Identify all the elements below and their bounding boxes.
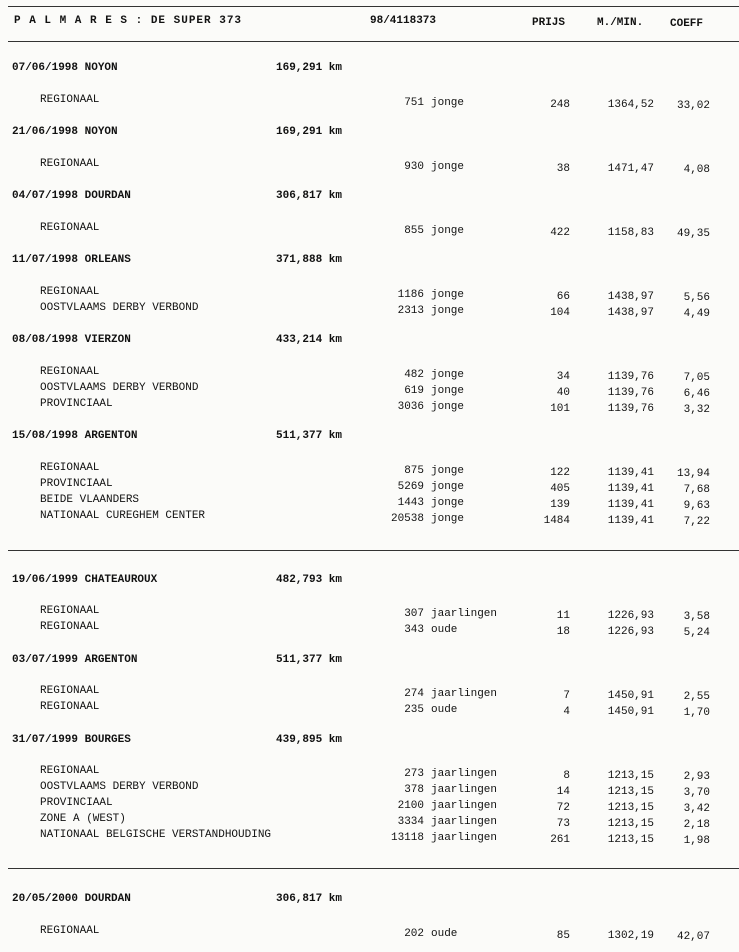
result-speed: 1213,15 xyxy=(607,834,654,846)
result-prize: 38 xyxy=(556,163,570,175)
result-coeff: 7,22 xyxy=(683,516,710,528)
result-category: jonge xyxy=(431,225,465,237)
column-header-coeff: COEFF xyxy=(670,18,704,30)
race-distance: 482,793 km xyxy=(276,574,343,586)
result-organisation: OOSTVLAAMS DERBY VERBOND xyxy=(40,302,199,314)
result-entries: 619 xyxy=(404,385,424,397)
result-entries: 3036 xyxy=(397,401,424,413)
result-prize: 11 xyxy=(556,610,570,622)
result-prize: 101 xyxy=(550,403,570,415)
column-header-speed: M./MIN. xyxy=(597,17,644,29)
result-speed: 1139,41 xyxy=(607,467,654,479)
result-prize: 14 xyxy=(556,786,570,798)
result-category: jonge xyxy=(431,385,465,397)
race-distance: 511,377 km xyxy=(276,430,343,442)
result-speed: 1158,83 xyxy=(607,227,654,239)
result-entries: 5269 xyxy=(397,481,424,493)
race-date-location: 07/06/1998 NOYON xyxy=(12,62,118,74)
result-entries: 20538 xyxy=(390,513,424,525)
result-category: jaarlingen xyxy=(431,800,498,812)
result-speed: 1471,47 xyxy=(607,163,654,175)
race-date-location: 11/07/1998 ORLEANS xyxy=(12,254,131,266)
result-speed: 1139,76 xyxy=(607,403,654,415)
result-speed: 1213,15 xyxy=(607,818,654,830)
result-organisation: REGIONAAL xyxy=(40,621,100,633)
result-speed: 1226,93 xyxy=(607,610,654,622)
race-distance: 306,817 km xyxy=(276,893,343,905)
result-category: jaarlingen xyxy=(431,608,498,620)
result-organisation: OOSTVLAAMS DERBY VERBOND xyxy=(40,382,199,394)
result-coeff: 1,98 xyxy=(683,835,710,847)
result-speed: 1450,91 xyxy=(607,690,654,702)
result-coeff: 6,46 xyxy=(683,388,710,400)
result-prize: 104 xyxy=(550,307,570,319)
result-speed: 1302,19 xyxy=(607,930,654,942)
result-coeff: 2,18 xyxy=(683,819,710,831)
result-entries: 3334 xyxy=(397,816,424,828)
result-entries: 343 xyxy=(404,624,424,636)
result-entries: 378 xyxy=(404,784,424,796)
result-organisation: REGIONAAL xyxy=(40,462,100,474)
result-organisation: REGIONAAL xyxy=(40,94,100,106)
result-speed: 1139,76 xyxy=(607,387,654,399)
result-prize: 66 xyxy=(556,291,570,303)
result-category: jonge xyxy=(431,481,465,493)
result-entries: 1186 xyxy=(397,289,424,301)
result-coeff: 2,55 xyxy=(683,691,710,703)
result-coeff: 33,02 xyxy=(676,100,710,112)
result-prize: 7 xyxy=(563,690,570,702)
result-prize: 85 xyxy=(556,930,570,942)
result-coeff: 3,32 xyxy=(683,404,710,416)
result-prize: 8 xyxy=(563,770,570,782)
result-organisation: OOSTVLAAMS DERBY VERBOND xyxy=(40,781,199,793)
race-date-location: 04/07/1998 DOURDAN xyxy=(12,190,131,202)
result-organisation: ZONE A (WEST) xyxy=(40,813,126,825)
race-distance: 439,895 km xyxy=(276,734,343,746)
result-coeff: 42,07 xyxy=(676,931,710,943)
result-coeff: 5,24 xyxy=(683,627,710,639)
result-entries: 482 xyxy=(404,369,424,381)
result-organisation: PROVINCIAAL xyxy=(40,398,113,410)
result-coeff: 49,35 xyxy=(676,228,710,240)
result-category: oude xyxy=(431,928,458,940)
result-prize: 73 xyxy=(556,818,570,830)
ring-number: 98/4118373 xyxy=(370,15,437,27)
result-prize: 18 xyxy=(556,626,570,638)
result-speed: 1213,15 xyxy=(607,786,654,798)
result-coeff: 7,68 xyxy=(683,484,710,496)
result-entries: 235 xyxy=(404,704,424,716)
result-speed: 1364,52 xyxy=(607,99,654,111)
result-organisation: NATIONAAL CUREGHEM CENTER xyxy=(40,510,206,522)
result-category: jaarlingen xyxy=(431,816,498,828)
result-prize: 422 xyxy=(550,227,570,239)
result-organisation: PROVINCIAAL xyxy=(40,797,113,809)
result-prize: 122 xyxy=(550,467,570,479)
result-organisation: REGIONAAL xyxy=(40,765,100,777)
result-entries: 13118 xyxy=(390,832,424,844)
result-organisation: REGIONAAL xyxy=(40,286,100,298)
result-category: oude xyxy=(431,624,458,636)
race-date-location: 19/06/1999 CHATEAUROUX xyxy=(12,574,158,586)
race-date-location: 15/08/1998 ARGENTON xyxy=(12,430,138,442)
result-prize: 248 xyxy=(550,99,570,111)
result-coeff: 13,94 xyxy=(676,468,710,480)
header-rule xyxy=(8,41,739,42)
result-entries: 273 xyxy=(404,768,424,780)
result-prize: 1484 xyxy=(543,515,570,527)
result-organisation: REGIONAAL xyxy=(40,158,100,170)
result-speed: 1139,76 xyxy=(607,371,654,383)
result-organisation: REGIONAAL xyxy=(40,701,100,713)
result-prize: 261 xyxy=(550,834,570,846)
race-date-location: 08/08/1998 VIERZON xyxy=(12,334,131,346)
result-coeff: 3,70 xyxy=(683,787,710,799)
result-organisation: NATIONAAL BELGISCHE VERSTANDHOUDING xyxy=(40,829,272,841)
result-category: jonge xyxy=(431,289,465,301)
result-category: jaarlingen xyxy=(431,768,498,780)
result-coeff: 4,49 xyxy=(683,308,710,320)
result-coeff: 3,58 xyxy=(683,611,710,623)
race-date-location: 31/07/1999 BOURGES xyxy=(12,734,131,746)
result-organisation: PROVINCIAAL xyxy=(40,478,113,490)
result-category: jonge xyxy=(431,497,465,509)
result-speed: 1213,15 xyxy=(607,770,654,782)
result-entries: 1443 xyxy=(397,497,424,509)
race-distance: 169,291 km xyxy=(276,62,343,74)
result-category: oude xyxy=(431,704,458,716)
result-entries: 930 xyxy=(404,161,424,173)
result-organisation: REGIONAAL xyxy=(40,222,100,234)
result-category: jonge xyxy=(431,305,465,317)
result-coeff: 7,05 xyxy=(683,372,710,384)
year-divider-1999 xyxy=(8,868,739,869)
result-coeff: 2,93 xyxy=(683,771,710,783)
result-coeff: 3,42 xyxy=(683,803,710,815)
result-speed: 1139,41 xyxy=(607,483,654,495)
result-speed: 1438,97 xyxy=(607,307,654,319)
result-speed: 1450,91 xyxy=(607,706,654,718)
race-distance: 169,291 km xyxy=(276,126,343,138)
race-date-location: 03/07/1999 ARGENTON xyxy=(12,654,138,666)
result-prize: 34 xyxy=(556,371,570,383)
result-entries: 2100 xyxy=(397,800,424,812)
race-date-location: 20/05/2000 DOURDAN xyxy=(12,893,131,905)
year-divider-1998 xyxy=(8,550,739,551)
result-entries: 307 xyxy=(404,608,424,620)
result-organisation: BEIDE VLAANDERS xyxy=(40,494,140,506)
result-category: jaarlingen xyxy=(431,832,498,844)
result-speed: 1139,41 xyxy=(607,499,654,511)
result-category: jonge xyxy=(431,401,465,413)
result-coeff: 9,63 xyxy=(683,500,710,512)
result-entries: 855 xyxy=(404,225,424,237)
result-prize: 72 xyxy=(556,802,570,814)
result-prize: 4 xyxy=(563,706,570,718)
result-entries: 2313 xyxy=(397,305,424,317)
result-prize: 40 xyxy=(556,387,570,399)
race-distance: 371,888 km xyxy=(276,254,343,266)
column-header-prijs: PRIJS xyxy=(532,17,566,29)
result-speed: 1226,93 xyxy=(607,626,654,638)
race-distance: 433,214 km xyxy=(276,334,343,346)
result-category: jaarlingen xyxy=(431,688,498,700)
result-category: jonge xyxy=(431,513,465,525)
result-category: jonge xyxy=(431,161,465,173)
result-coeff: 4,08 xyxy=(683,164,710,176)
result-organisation: REGIONAAL xyxy=(40,685,100,697)
document-title: P A L M A R E S : DE SUPER 373 xyxy=(14,15,243,27)
result-prize: 139 xyxy=(550,499,570,511)
result-organisation: REGIONAAL xyxy=(40,605,100,617)
result-category: jaarlingen xyxy=(431,784,498,796)
result-prize: 405 xyxy=(550,483,570,495)
result-category: jonge xyxy=(431,369,465,381)
result-entries: 875 xyxy=(404,465,424,477)
result-entries: 751 xyxy=(404,97,424,109)
result-entries: 202 xyxy=(404,928,424,940)
result-organisation: REGIONAAL xyxy=(40,366,100,378)
result-speed: 1139,41 xyxy=(607,515,654,527)
result-coeff: 1,70 xyxy=(683,707,710,719)
result-speed: 1438,97 xyxy=(607,291,654,303)
result-category: jonge xyxy=(431,97,465,109)
result-entries: 274 xyxy=(404,688,424,700)
result-coeff: 5,56 xyxy=(683,292,710,304)
result-speed: 1213,15 xyxy=(607,802,654,814)
race-distance: 306,817 km xyxy=(276,190,343,202)
result-category: jonge xyxy=(431,465,465,477)
race-distance: 511,377 km xyxy=(276,654,343,666)
top-rule xyxy=(8,6,739,7)
result-organisation: REGIONAAL xyxy=(40,925,100,937)
race-date-location: 21/06/1998 NOYON xyxy=(12,126,118,138)
